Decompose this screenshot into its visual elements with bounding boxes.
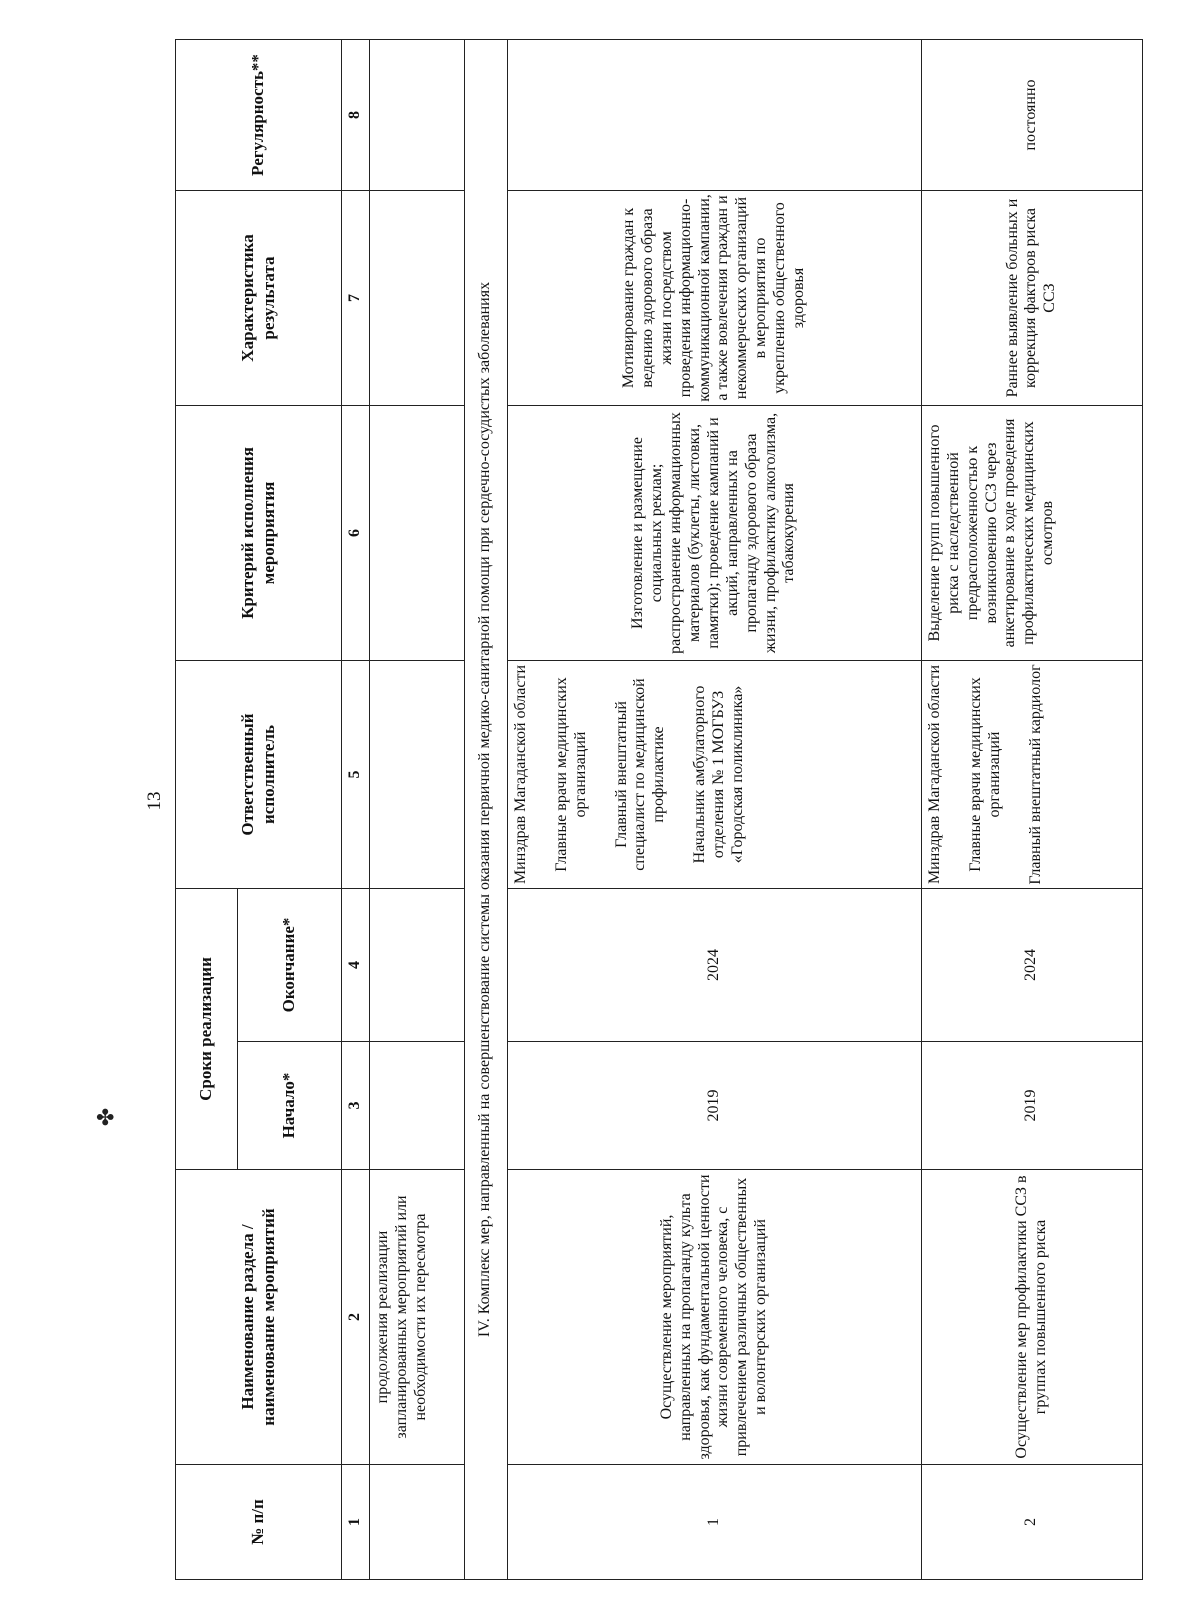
column-number: 5: [342, 661, 370, 889]
row-num: 2: [921, 1465, 1142, 1580]
row-criterion: Выделение групп повышенного риска с наследственной предрасположенностью к возникновению ССЗ через анкетирование в ходе проведения профилактических медицинских осмотров: [921, 406, 1142, 661]
responsible-entry: Минздрав Магаданской области: [511, 664, 529, 885]
header-responsible: Ответственный исполнитель: [176, 661, 342, 889]
table-row: [921, 40, 1142, 1580]
row-name: Осуществление мероприятий, направленных на пропаганду культа здоровья, как фундаментальной ценности жизни современного человека, с привлечением различных общественных и волонтерских организаций: [507, 1170, 921, 1465]
measures-table: [175, 39, 1143, 1580]
continuation-empty: [369, 661, 464, 889]
row-result: Мотивирование граждан к ведению здорового образа жизни посредством проведения информационно-коммуникационной кампании, а также вовлечения граждан и некоммерческих организаций в мероприятия по укреплению общественного здоровья: [507, 191, 921, 406]
continuation-empty: [369, 1042, 464, 1170]
row-name: Осуществление мер профилактики ССЗ в группах повышенного риска: [921, 1170, 1142, 1465]
continuation-empty: [369, 191, 464, 406]
continuation-empty: [369, 406, 464, 661]
header-start: Начало*: [238, 1042, 342, 1170]
header-regularity: Регулярность**: [176, 40, 342, 191]
header-result: Характеристика результата: [176, 191, 342, 406]
table-row: [507, 40, 921, 1580]
continuation-name: продолжения реализации запланированных мероприятий или необходимости их пересмотра: [369, 1170, 464, 1465]
row-end: 2024: [507, 889, 921, 1042]
header-row: [176, 40, 238, 1580]
row-responsible: [507, 661, 921, 889]
row-regularity: [507, 40, 921, 191]
row-start: 2019: [921, 1042, 1142, 1170]
header-end: Окончание*: [238, 889, 342, 1042]
column-number: 3: [342, 1042, 370, 1170]
section-title: IV. Комплекс мер, направленный на совершенствование системы оказания первичной медико-санитарной помощи при сердечно-сосудистых заболеваниях: [464, 40, 507, 1580]
row-result: Раннее выявление больных и коррекция факторов риска ССЗ: [921, 191, 1142, 406]
header-criterion: Критерий исполнения мероприятия: [176, 406, 342, 661]
column-number: 8: [342, 40, 370, 191]
column-number-row: [342, 40, 370, 1580]
responsible-entry: Начальник амбулаторного отделения № 1 МОГБУЗ «Городская поликлиника»: [691, 685, 746, 864]
column-number: 4: [342, 889, 370, 1042]
continuation-empty: [369, 889, 464, 1042]
responsible-entry: Главные врачи медицинских организаций: [552, 677, 589, 872]
row-end: 2024: [921, 889, 1142, 1042]
responsible-entry: Главный внештатный специалист по медицинской профилактике: [612, 678, 668, 871]
header-period: Сроки реализации: [176, 889, 238, 1170]
continuation-row: [369, 40, 464, 1580]
continuation-num: [369, 1465, 464, 1580]
row-responsible: [921, 661, 1142, 889]
column-number: 1: [342, 1465, 370, 1580]
responsible-entry: Главные врачи медицинских организаций: [966, 677, 1003, 872]
row-start: 2019: [507, 1042, 921, 1170]
scan-mark-icon: ✤: [96, 1105, 115, 1130]
rotated-table-container: [175, 40, 1175, 1580]
column-number: 7: [342, 191, 370, 406]
responsible-entry: Главный внештатный кардиолог: [1026, 664, 1044, 885]
page-number: 13: [144, 791, 165, 811]
header-num: № п/п: [176, 1465, 342, 1580]
column-number: 2: [342, 1170, 370, 1465]
column-number: 6: [342, 406, 370, 661]
row-regularity: постоянно: [921, 40, 1142, 191]
continuation-empty: [369, 40, 464, 191]
responsible-entry: Минздрав Магаданской области: [925, 664, 943, 885]
row-criterion: Изготовление и размещение социальных реклам; распространение информационных материалов (буклеты, листовки, памятки); проведение кампаний и акций, направленных на пропаганду здорового образа жизни, профилактику алкоголизма, табакокурения: [507, 406, 921, 661]
section-row: [464, 40, 507, 1580]
row-num: 1: [507, 1465, 921, 1580]
header-name: Наименование раздела /наименование мероприятий: [176, 1170, 342, 1465]
